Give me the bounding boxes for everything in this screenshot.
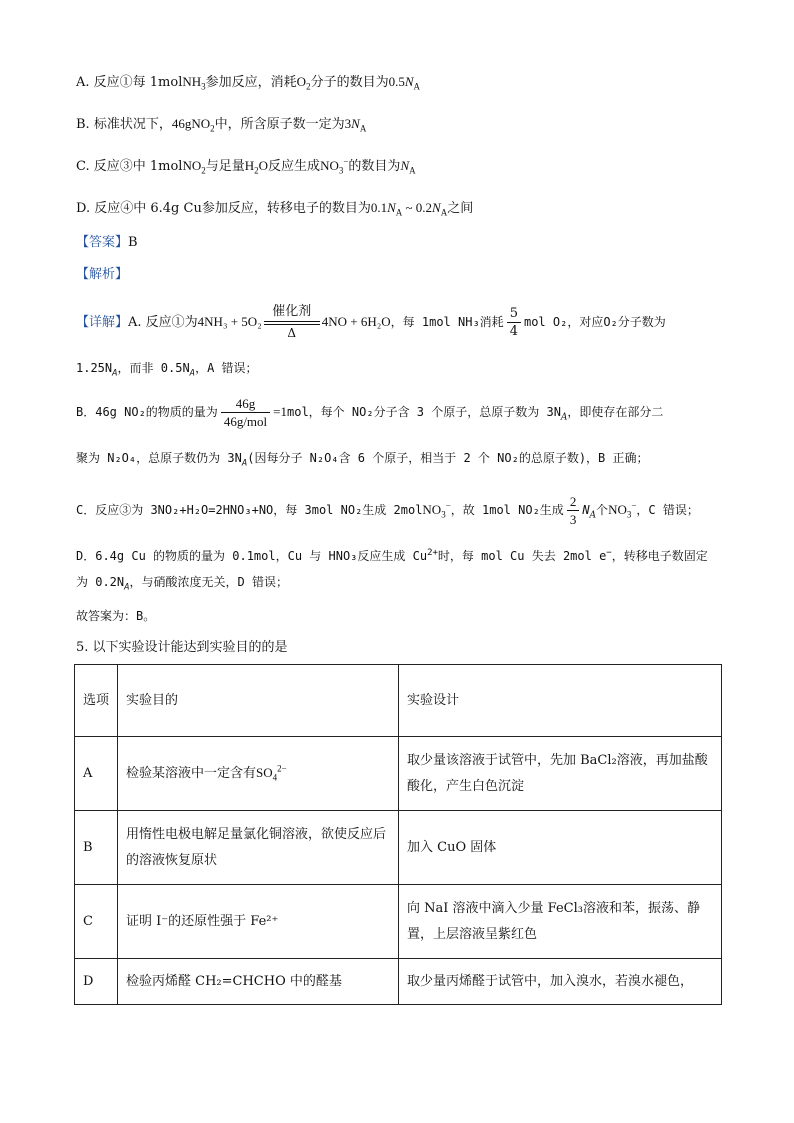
row-purpose: 检验某溶液中一定含有$SO_4^{2-}$ bbox=[118, 737, 399, 811]
row-option: D bbox=[75, 959, 118, 1005]
answer-tag: 【答案】 bbox=[76, 235, 129, 250]
row-design: 取少量该溶液于试管中，先加 BaCl₂溶液，再加盐酸酸化，产生白色沉淀 bbox=[399, 737, 722, 811]
header-purpose: 实验目的 bbox=[118, 665, 399, 737]
detail-tag: 【详解】 bbox=[76, 315, 129, 330]
answer-value: B bbox=[128, 235, 138, 250]
conclusion: 故答案为：B。 bbox=[76, 609, 156, 623]
row-design: 向 NaI 溶液中滴入少量 FeCl₃溶液和苯，振荡、静置，上层溶液呈紫红色 bbox=[399, 885, 722, 959]
detail-b: B．46g NO₂的物质的量为 $\frac{46g}{\text{46g/mol}}$ =1mol，每个 NO₂分子含 3 个原子，总原子数为 $3N_A$，即使存在部分二 bbox=[76, 396, 664, 429]
row-design: 取少量丙烯醛于试管中，加入溴水，若溴水褪色， bbox=[399, 959, 722, 1005]
fraction-2-3: $\frac{2}{3}$ bbox=[567, 493, 580, 528]
table-header-row bbox=[75, 665, 722, 737]
row-option: B bbox=[75, 811, 118, 885]
detail-b-cont: 聚为 N₂O₄，总原子数仍为 $3N_A$(因每分子 N₂O₄含 6 个原子，相当于 2 个 NO₂的总原子数)，B 正确； bbox=[76, 451, 649, 469]
option-c: C. 反应③中 1molNO$_2$与足量$H_2O$反应生成$NO_3^-$的数目为$N_A$ bbox=[76, 156, 416, 176]
header-option: 选项 bbox=[75, 665, 118, 737]
detail-a-cont: $1.25N_A$，而非 $0.5N_A$，A 错误； bbox=[76, 361, 258, 379]
reaction-arrow: 催化剂 Δ bbox=[264, 304, 320, 341]
detail-c: C．反应③为 3NO₂+H₂O=2HNO₃+NO，每 3mol NO₂生成 2molNO$_3$−，故 1mol NO₂生成 $\frac{2}{3}$ $N_A$个$NO_3^-$，C 错误； bbox=[76, 494, 699, 527]
fraction-46g: $\frac{46g}{\text{46g/mol}}$ bbox=[221, 395, 270, 430]
question-5-title: 5. 以下实验设计能达到实验目的的是 bbox=[76, 640, 288, 655]
detail-d: D．6.4g Cu 的物质的量为 0.1mol，Cu 与 HNO₃反应生成 $Cu^{2+}$时，每 mol Cu 失去 2mol e−，转移电子数固定 bbox=[76, 548, 708, 563]
option-a: A. 反应①每 1molNH$_3$参加反应，消耗$O_2$分子的数目为$0.5N_A$ bbox=[76, 74, 420, 92]
row-design: 加入 CuO 固体 bbox=[399, 811, 722, 885]
table-row bbox=[75, 737, 722, 811]
fraction-5-4: $\frac{5}{4}$ bbox=[507, 305, 521, 340]
table-row bbox=[75, 885, 722, 959]
row-purpose: 证明 I⁻的还原性强于 Fe²⁺ bbox=[118, 885, 399, 959]
table-row bbox=[75, 959, 722, 1005]
answer-line bbox=[76, 233, 138, 253]
option-d: D. 反应④中 6.4g Cu参加反应，转移电子的数目为$0.1N_A$ ~ $0.2N_A$之间 bbox=[76, 200, 474, 218]
option-b: B. 标准状况下，46gNO$_2$中，所含原子数一定为$3N_A$ bbox=[76, 116, 367, 134]
row-option: C bbox=[75, 885, 118, 959]
row-purpose: 检验丙烯醛 CH₂=CHCHO 中的醛基 bbox=[118, 959, 399, 1005]
experiment-table bbox=[74, 664, 722, 1005]
equation-rhs: 4NO + 6H₂O bbox=[321, 314, 391, 329]
header-design: 实验设计 bbox=[399, 665, 722, 737]
row-purpose: 用惰性电极电解足量氯化铜溶液，欲使反应后的溶液恢复原状 bbox=[118, 811, 399, 885]
analysis-line bbox=[76, 265, 128, 285]
analysis-tag: 【解析】 bbox=[76, 267, 129, 282]
detail-a: 【详解】A. 反应①为4NH₃ + 5O₂ 催化剂 Δ 4NO + 6H₂O，每 1mol NH₃消耗 $\frac{5}{4}$ mol O₂，对应O₂分子数为 bbox=[76, 304, 666, 340]
table-row bbox=[75, 811, 722, 885]
detail-d-cont: 为 $0.2N_A$，与硝酸浓度无关，D 错误； bbox=[76, 575, 288, 593]
row-option: A bbox=[75, 737, 118, 811]
equation-lhs: 4NH₃ + 5O₂ bbox=[197, 314, 262, 329]
